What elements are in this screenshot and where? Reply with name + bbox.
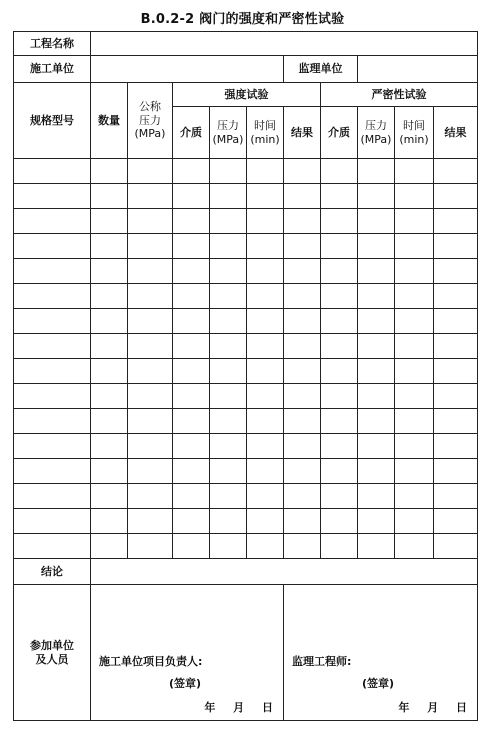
table-cell[interactable] — [91, 484, 128, 509]
table-cell[interactable] — [247, 509, 284, 534]
table-cell[interactable] — [358, 259, 395, 284]
table-cell[interactable] — [91, 259, 128, 284]
table-cell[interactable] — [14, 334, 91, 359]
table-cell[interactable] — [128, 359, 173, 384]
table-cell[interactable] — [284, 259, 321, 284]
table-cell[interactable] — [284, 484, 321, 509]
tightness-test-header: 严密性试验 — [321, 83, 478, 107]
table-cell[interactable] — [91, 459, 128, 484]
table-cell[interactable] — [321, 184, 358, 209]
table-cell[interactable] — [284, 409, 321, 434]
table-row — [14, 434, 478, 459]
nominal-pressure-line2: 压力 — [139, 113, 161, 127]
table-cell[interactable] — [395, 509, 434, 534]
table-cell[interactable] — [358, 284, 395, 309]
table-cell[interactable] — [210, 234, 247, 259]
tightness-pressure-label: 压力 — [365, 118, 387, 132]
table-cell[interactable] — [128, 384, 173, 409]
table-cell[interactable] — [210, 159, 247, 184]
participants-label-line1: 参加单位 — [30, 638, 74, 652]
table-cell[interactable] — [91, 409, 128, 434]
construction-responsible-label: 施工单位项目负责人: — [99, 655, 203, 668]
table-cell[interactable] — [91, 184, 128, 209]
table-cell[interactable] — [434, 284, 478, 309]
table-cell[interactable] — [91, 359, 128, 384]
table-cell[interactable] — [128, 459, 173, 484]
tightness-pressure-header — [358, 107, 395, 159]
table-cell[interactable] — [358, 184, 395, 209]
participants-label — [14, 585, 91, 721]
construction-unit-field[interactable] — [91, 56, 284, 83]
table-cell[interactable] — [210, 359, 247, 384]
table-cell[interactable] — [321, 484, 358, 509]
table-cell[interactable] — [91, 384, 128, 409]
construction-signature-block[interactable] — [91, 585, 284, 721]
table-cell[interactable] — [14, 409, 91, 434]
table-cell[interactable] — [173, 434, 210, 459]
table-cell[interactable] — [128, 409, 173, 434]
table-cell[interactable] — [434, 434, 478, 459]
supervisor-signature-text — [292, 655, 471, 714]
table-cell[interactable] — [321, 534, 358, 559]
construction-date-label: 年 月 日 — [204, 700, 273, 714]
table-cell[interactable] — [14, 384, 91, 409]
table-cell[interactable] — [395, 534, 434, 559]
table-cell[interactable] — [321, 209, 358, 234]
table-row — [14, 209, 478, 234]
table-cell[interactable] — [395, 309, 434, 334]
project-name-label: 工程名称 — [14, 32, 91, 56]
table-cell[interactable] — [128, 234, 173, 259]
table-cell[interactable] — [173, 459, 210, 484]
table-cell[interactable] — [247, 534, 284, 559]
table-cell[interactable] — [434, 209, 478, 234]
table-cell[interactable] — [395, 459, 434, 484]
table-cell[interactable] — [321, 509, 358, 534]
table-row — [14, 259, 478, 284]
table-cell[interactable] — [210, 284, 247, 309]
table-cell[interactable] — [14, 434, 91, 459]
table-cell[interactable] — [247, 459, 284, 484]
table-cell[interactable] — [434, 184, 478, 209]
supervision-unit-label: 监理单位 — [284, 56, 358, 83]
table-cell[interactable] — [284, 159, 321, 184]
table-cell[interactable] — [91, 159, 128, 184]
table-cell[interactable] — [14, 509, 91, 534]
table-cell[interactable] — [247, 259, 284, 284]
table-row — [14, 159, 478, 184]
table-cell[interactable] — [358, 234, 395, 259]
table-cell[interactable] — [210, 534, 247, 559]
table-row — [14, 384, 478, 409]
table-cell[interactable] — [358, 384, 395, 409]
construction-seal-label: (签章) — [169, 676, 202, 690]
supervisor-date-label: 年 月 日 — [398, 700, 468, 714]
table-cell[interactable] — [247, 484, 284, 509]
table-cell[interactable] — [321, 384, 358, 409]
table-cell[interactable] — [14, 534, 91, 559]
table-cell[interactable] — [434, 459, 478, 484]
table-cell[interactable] — [14, 259, 91, 284]
table-cell[interactable] — [210, 309, 247, 334]
table-cell[interactable] — [358, 509, 395, 534]
table-cell[interactable] — [128, 259, 173, 284]
nominal-pressure-header — [128, 83, 173, 159]
table-cell[interactable] — [128, 484, 173, 509]
table-cell[interactable] — [284, 209, 321, 234]
table-cell[interactable] — [284, 434, 321, 459]
table-cell[interactable] — [14, 484, 91, 509]
table-cell[interactable] — [321, 334, 358, 359]
table-cell[interactable] — [395, 184, 434, 209]
table-cell[interactable] — [210, 409, 247, 434]
conclusion-field[interactable] — [91, 559, 478, 585]
table-cell[interactable] — [210, 184, 247, 209]
table-cell[interactable] — [210, 509, 247, 534]
table-cell[interactable] — [247, 284, 284, 309]
table-cell[interactable] — [358, 359, 395, 384]
table-cell[interactable] — [14, 184, 91, 209]
table-cell[interactable] — [210, 334, 247, 359]
table-cell[interactable] — [284, 459, 321, 484]
table-row — [14, 509, 478, 534]
table-row — [14, 534, 478, 559]
tightness-time-unit: (min) — [399, 132, 429, 146]
spec-model-header: 规格型号 — [14, 83, 91, 159]
table-cell[interactable] — [358, 409, 395, 434]
table-cell[interactable] — [395, 384, 434, 409]
table-cell[interactable] — [284, 534, 321, 559]
table-cell[interactable] — [247, 334, 284, 359]
table-cell[interactable] — [247, 309, 284, 334]
table-cell[interactable] — [14, 209, 91, 234]
valve-test-form — [13, 31, 478, 721]
table-cell[interactable] — [284, 184, 321, 209]
participants-row — [14, 585, 478, 721]
table-row — [14, 359, 478, 384]
tightness-time-label: 时间 — [403, 118, 425, 132]
table-cell[interactable] — [210, 259, 247, 284]
table-cell[interactable] — [14, 234, 91, 259]
table-cell[interactable] — [321, 159, 358, 184]
table-cell[interactable] — [91, 534, 128, 559]
table-cell[interactable] — [434, 234, 478, 259]
table-cell[interactable] — [284, 234, 321, 259]
table-cell[interactable] — [91, 309, 128, 334]
table-row — [14, 184, 478, 209]
table-cell[interactable] — [358, 484, 395, 509]
table-cell[interactable] — [247, 359, 284, 384]
table-cell[interactable] — [434, 259, 478, 284]
project-name-row — [14, 32, 478, 56]
table-cell[interactable] — [434, 534, 478, 559]
table-cell[interactable] — [395, 159, 434, 184]
table-cell[interactable] — [173, 234, 210, 259]
units-row — [14, 56, 478, 83]
tightness-pressure-unit: (MPa) — [360, 132, 392, 146]
strength-time-label: 时间 — [254, 118, 276, 132]
table-row — [14, 309, 478, 334]
table-cell[interactable] — [210, 209, 247, 234]
table-cell[interactable] — [128, 184, 173, 209]
table-cell[interactable] — [321, 259, 358, 284]
table-cell[interactable] — [395, 234, 434, 259]
table-cell[interactable] — [173, 359, 210, 384]
table-cell[interactable] — [395, 334, 434, 359]
table-cell[interactable] — [247, 234, 284, 259]
table-row — [14, 234, 478, 259]
table-cell[interactable] — [358, 309, 395, 334]
table-cell[interactable] — [321, 234, 358, 259]
table-cell[interactable] — [210, 434, 247, 459]
table-cell[interactable] — [128, 334, 173, 359]
table-cell[interactable] — [173, 284, 210, 309]
table-row — [14, 484, 478, 509]
table-cell[interactable] — [128, 309, 173, 334]
table-cell[interactable] — [247, 434, 284, 459]
table-cell[interactable] — [434, 509, 478, 534]
strength-pressure-header — [210, 107, 247, 159]
table-row — [14, 409, 478, 434]
table-cell[interactable] — [321, 284, 358, 309]
table-cell[interactable] — [173, 334, 210, 359]
table-cell[interactable] — [434, 159, 478, 184]
table-cell[interactable] — [91, 209, 128, 234]
table-cell[interactable] — [395, 284, 434, 309]
strength-medium-header: 介质 — [173, 107, 210, 159]
table-cell[interactable] — [358, 159, 395, 184]
table-cell[interactable] — [358, 459, 395, 484]
strength-result-header: 结果 — [284, 107, 321, 159]
table-cell[interactable] — [284, 384, 321, 409]
nominal-pressure-unit: (MPa) — [134, 127, 166, 141]
table-cell[interactable] — [91, 434, 128, 459]
table-cell[interactable] — [395, 259, 434, 284]
table-cell[interactable] — [247, 384, 284, 409]
table-cell[interactable] — [321, 459, 358, 484]
quantity-header: 数量 — [91, 83, 128, 159]
table-cell[interactable] — [247, 159, 284, 184]
table-cell[interactable] — [14, 159, 91, 184]
strength-test-header: 强度试验 — [173, 83, 321, 107]
table-cell[interactable] — [321, 409, 358, 434]
tightness-time-header — [395, 107, 434, 159]
table-cell[interactable] — [173, 309, 210, 334]
table-cell[interactable] — [173, 259, 210, 284]
strength-pressure-label: 压力 — [217, 118, 239, 132]
tightness-medium-header: 介质 — [321, 107, 358, 159]
table-cell[interactable] — [247, 184, 284, 209]
table-cell[interactable] — [173, 509, 210, 534]
table-cell[interactable] — [434, 484, 478, 509]
table-cell[interactable] — [247, 209, 284, 234]
table-cell[interactable] — [395, 209, 434, 234]
table-cell[interactable] — [128, 434, 173, 459]
table-cell[interactable] — [173, 159, 210, 184]
table-cell[interactable] — [173, 184, 210, 209]
table-cell[interactable] — [14, 309, 91, 334]
table-cell[interactable] — [358, 434, 395, 459]
table-cell[interactable] — [128, 209, 173, 234]
strength-pressure-unit: (MPa) — [212, 132, 244, 146]
supervisor-seal-label: (签章) — [362, 676, 395, 690]
table-cell[interactable] — [284, 284, 321, 309]
table-cell[interactable] — [284, 309, 321, 334]
project-name-field[interactable] — [91, 32, 478, 56]
table-cell[interactable] — [284, 359, 321, 384]
table-cell[interactable] — [91, 284, 128, 309]
table-cell[interactable] — [14, 459, 91, 484]
table-cell[interactable] — [358, 209, 395, 234]
table-cell[interactable] — [173, 384, 210, 409]
table-cell[interactable] — [321, 434, 358, 459]
document-title: B.0.2-2 阀门的强度和严密性试验 — [140, 12, 345, 27]
table-cell[interactable] — [173, 534, 210, 559]
table-cell[interactable] — [434, 334, 478, 359]
table-cell[interactable] — [128, 534, 173, 559]
supervisor-signature-block[interactable] — [284, 585, 478, 721]
construction-unit-label: 施工单位 — [14, 56, 91, 83]
table-row — [14, 284, 478, 309]
table-cell[interactable] — [358, 334, 395, 359]
table-row — [14, 334, 478, 359]
supervision-unit-field[interactable] — [358, 56, 478, 83]
table-cell[interactable] — [91, 509, 128, 534]
table-cell[interactable] — [128, 284, 173, 309]
construction-signature-text — [99, 655, 277, 714]
table-cell[interactable] — [395, 484, 434, 509]
table-cell[interactable] — [128, 509, 173, 534]
table-cell[interactable] — [434, 359, 478, 384]
table-cell[interactable] — [128, 159, 173, 184]
table-cell[interactable] — [434, 309, 478, 334]
conclusion-label: 结论 — [14, 559, 91, 585]
table-cell[interactable] — [210, 459, 247, 484]
table-cell[interactable] — [14, 284, 91, 309]
nominal-pressure-line1: 公称 — [139, 99, 161, 113]
supervisor-engineer-label: 监理工程师: — [292, 655, 352, 668]
table-cell[interactable] — [434, 409, 478, 434]
table-cell[interactable] — [210, 384, 247, 409]
strength-time-unit: (min) — [250, 132, 280, 146]
table-cell[interactable] — [210, 484, 247, 509]
table-cell[interactable] — [395, 359, 434, 384]
table-cell[interactable] — [395, 434, 434, 459]
participants-label-line2: 及人员 — [35, 652, 69, 666]
table-cell[interactable] — [321, 359, 358, 384]
table-cell[interactable] — [284, 334, 321, 359]
table-cell[interactable] — [358, 534, 395, 559]
tightness-result-header: 结果 — [434, 107, 478, 159]
table-cell[interactable] — [91, 334, 128, 359]
table-cell[interactable] — [173, 209, 210, 234]
strength-time-header — [247, 107, 284, 159]
table-cell[interactable] — [14, 359, 91, 384]
table-cell[interactable] — [247, 409, 284, 434]
table-cell[interactable] — [173, 484, 210, 509]
table-cell[interactable] — [434, 384, 478, 409]
table-cell[interactable] — [321, 309, 358, 334]
table-cell[interactable] — [91, 234, 128, 259]
table-cell[interactable] — [173, 409, 210, 434]
table-row — [14, 459, 478, 484]
conclusion-row — [14, 559, 478, 585]
header-row-1 — [14, 83, 478, 107]
table-cell[interactable] — [395, 409, 434, 434]
table-cell[interactable] — [284, 509, 321, 534]
